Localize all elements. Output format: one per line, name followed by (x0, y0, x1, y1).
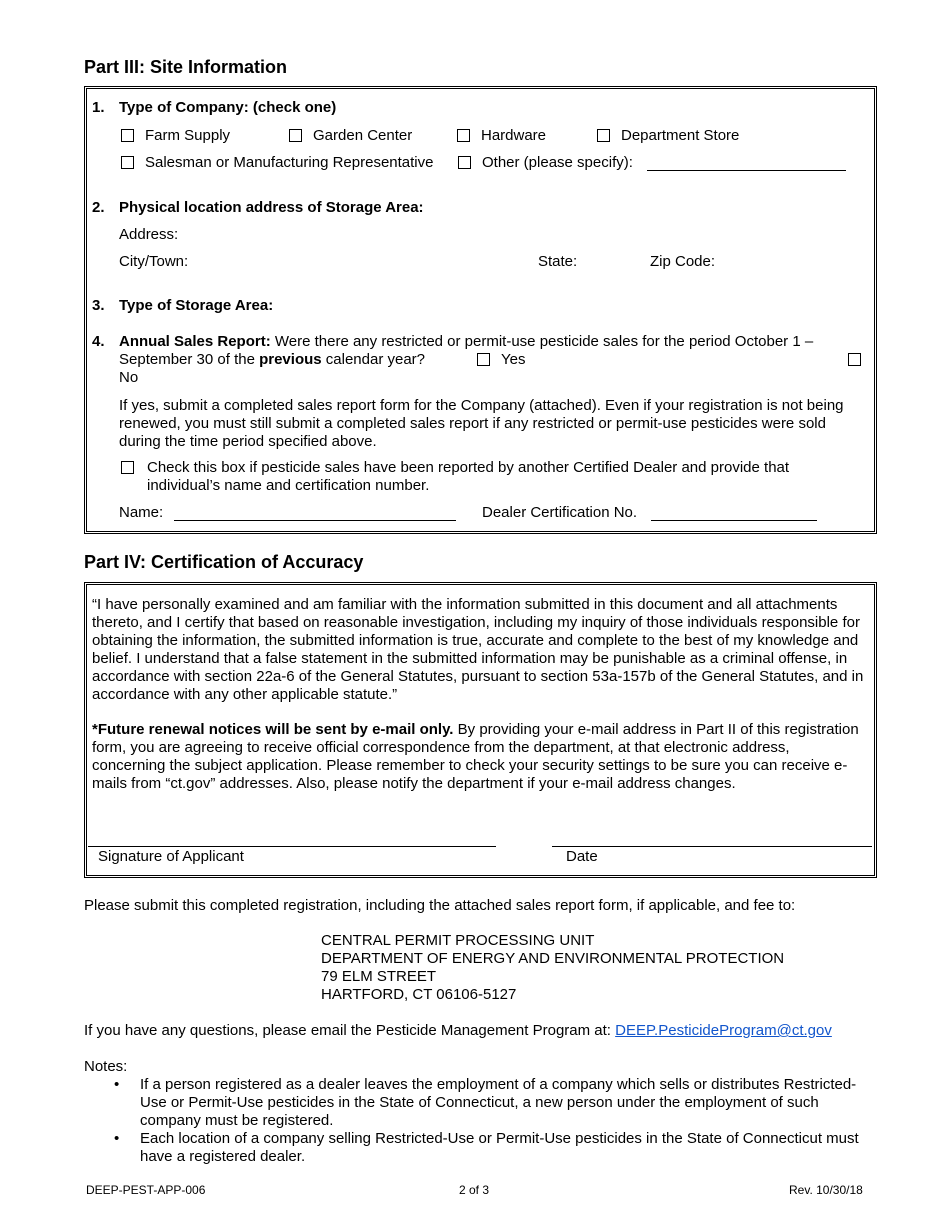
footer-form-id: DEEP-PEST-APP-006 (86, 1183, 206, 1197)
q4-line2 (119, 351, 425, 369)
dealer-cert-field[interactable] (651, 520, 817, 521)
address-line-4: HARTFORD, CT 06106-5127 (321, 986, 517, 1003)
q4-label: Annual Sales Report: (119, 333, 271, 350)
name-label: Name: (119, 504, 164, 521)
name-field[interactable] (174, 520, 456, 521)
email-notice-bold: *Future renewal notices will be sent by e-mail only. (92, 721, 454, 738)
other-label: Other (please specify): (482, 154, 633, 171)
hardware-checkbox[interactable] (457, 129, 470, 142)
hardware-label: Hardware (481, 127, 547, 144)
bullet-icon: • (114, 1076, 120, 1093)
note-item (84, 1130, 869, 1166)
other-checkbox[interactable] (458, 156, 471, 169)
q2-number: 2. (92, 199, 105, 216)
q3-label: Type of Storage Area: (119, 297, 274, 314)
date-field[interactable] (552, 846, 872, 847)
q4-text-bold: previous (259, 351, 322, 368)
address-line-3: 79 ELM STREET (321, 968, 437, 985)
mailing-address (321, 932, 784, 1004)
garden-center-checkbox[interactable] (289, 129, 302, 142)
sales-report-info: If yes, submit a completed sales report form for the Company (attached). Even if your registration is not being renewed, you must still submit a completed sales report if any restricted or permit-use pesticides were sold during the time period specified above. (119, 397, 844, 450)
q4-line1 (119, 333, 813, 351)
zip-label: Zip Code: (650, 253, 716, 270)
q1-number: 1. (92, 99, 105, 116)
email-notice-text: By providing your e-mail address in Part II of this registration form, you are agreeing to receive official correspondence from the department, at that electronic address, concerning the subject application. Please remember to check your security settings to be sure you can receive e-mails from “ct.gov” addresses. Also, please notify the department if your e-mail address changes. (92, 721, 859, 792)
questions-text: If you have any questions, please email the Pesticide Management Program at: (84, 1022, 616, 1039)
note-text: If a person registered as a dealer leaves the employment of a company which sells or distributes Restricted-Use or Permit-Use pesticides in the State of Connecticut, a new person under the employment of such company must be registered. (140, 1076, 857, 1129)
department-store-label: Department Store (621, 127, 740, 144)
other-specify-field[interactable] (647, 170, 846, 171)
address-line-1: CENTRAL PERMIT PROCESSING UNIT (321, 932, 595, 949)
note-text: Each location of a company selling Restricted-Use or Permit-Use pesticides in the State of Connecticut must have a registered dealer. (140, 1130, 859, 1165)
notes-list (84, 1076, 869, 1166)
other-dealer-checkbox[interactable] (121, 461, 134, 474)
q4-text-b: September 30 of the (119, 351, 260, 368)
address-label: Address: (119, 226, 179, 243)
email-notice (92, 721, 867, 793)
notes-title: Notes: (84, 1058, 128, 1075)
submit-intro: Please submit this completed registration, including the attached sales report form, if applicable, and fee to: (84, 897, 796, 914)
dealer-cert-label: Dealer Certification No. (482, 504, 638, 521)
other-dealer-text: Check this box if pesticide sales have been reported by another Certified Dealer and provide that individual’s name and certification number. (147, 459, 790, 494)
sales-no-label: No (119, 369, 139, 386)
sales-yes-checkbox[interactable] (477, 353, 490, 366)
salesman-checkbox[interactable] (121, 156, 134, 169)
farm-supply-checkbox[interactable] (121, 129, 134, 142)
q4-number: 4. (92, 333, 105, 350)
part3-heading: Part III: Site Information (84, 57, 288, 77)
sales-yes-label: Yes (501, 351, 526, 368)
program-email-link[interactable]: DEEP.PesticideProgram@ct.gov (615, 1022, 832, 1039)
q4-text-a: Were there any restricted or permit-use pesticide sales for the period October 1 – (270, 333, 814, 350)
part4-heading: Part IV: Certification of Accuracy (84, 552, 364, 572)
department-store-checkbox[interactable] (597, 129, 610, 142)
sales-no-checkbox[interactable] (848, 353, 861, 366)
address-line-2: DEPARTMENT OF ENERGY AND ENVIRONMENTAL PROTECTION (321, 950, 785, 967)
farm-supply-label: Farm Supply (145, 127, 231, 144)
city-label: City/Town: (119, 253, 189, 270)
bullet-icon: • (114, 1130, 120, 1147)
questions-line (84, 1022, 832, 1040)
salesman-label: Salesman or Manufacturing Representative (145, 154, 434, 171)
q4-text-c: calendar year? (321, 351, 426, 368)
state-label: State: (538, 253, 578, 270)
q1-label: Type of Company: (check one) (119, 99, 337, 116)
date-label: Date (566, 848, 598, 865)
garden-center-label: Garden Center (313, 127, 413, 144)
signature-field[interactable] (88, 846, 496, 847)
q2-label: Physical location address of Storage Area: (119, 199, 424, 216)
note-item (84, 1076, 869, 1130)
footer-revision: Rev. 10/30/18 (789, 1183, 863, 1197)
footer-page-number: 2 of 3 (459, 1183, 490, 1197)
q3-number: 3. (92, 297, 105, 314)
signature-label: Signature of Applicant (98, 848, 244, 865)
certification-statement: “I have personally examined and am familiar with the information submitted in this document and all attachments thereto, and I certify that based on reasonable investigation, including my inquiry of those individuals responsible for obtaining the information, the submitted information is true, accurate and complete to the best of my knowledge and belief. I understand that a false statement in the submitted information may be punishable as a criminal offense, in accordance with section 22a-6 of the General Statutes, pursuant to section 53a-157b of the General Statutes, and in accordance with any other applicable statute.” (92, 596, 864, 703)
